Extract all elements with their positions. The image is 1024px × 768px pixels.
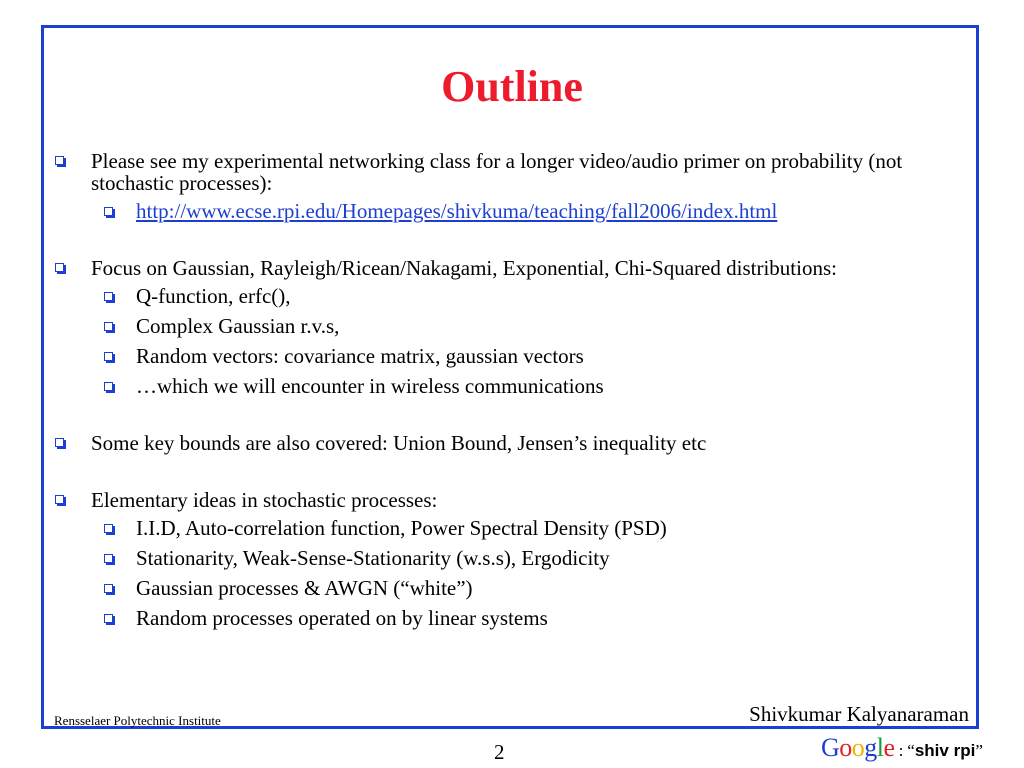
sub-bullet-text: Random vectors: covariance matrix, gaussian vectors	[136, 344, 584, 368]
bullet-item	[52, 489, 952, 511]
square-bullet-icon	[55, 495, 64, 504]
square-bullet-icon	[104, 614, 113, 623]
sub-bullet-text: Gaussian processes & AWGN (“white”)	[136, 576, 473, 600]
bullet-text: Focus on Gaussian, Rayleigh/Ricean/Nakagami, Exponential, Chi-Squared distributions:	[91, 256, 837, 280]
square-bullet-icon	[55, 263, 64, 272]
square-bullet-icon	[55, 156, 64, 165]
sub-bullet-text: …which we will encounter in wireless communications	[136, 374, 604, 398]
sub-bullet-item	[52, 517, 952, 539]
bullet-item	[52, 150, 952, 194]
sub-bullet-item	[52, 200, 952, 222]
course-link[interactable]: http://www.ecse.rpi.edu/Homepages/shivkuma/teaching/fall2006/index.html	[136, 199, 778, 223]
sub-bullet-text: I.I.D, Auto-correlation function, Power Spectral Density (PSD)	[136, 516, 667, 540]
bullet-text: Some key bounds are also covered: Union Bound, Jensen’s inequality etc	[91, 431, 707, 455]
page-number: 2	[494, 740, 505, 764]
slide-content	[52, 150, 952, 637]
bullet-text: Please see my experimental networking class for a longer video/audio primer on probability (not stochastic processes):	[91, 149, 903, 195]
footer-institute: Rensselaer Polytechnic Institute	[54, 713, 221, 728]
sub-bullet-item	[52, 315, 952, 337]
google-query-text: shiv rpi	[914, 741, 976, 760]
bullet-text: Elementary ideas in stochastic processes:	[91, 488, 438, 512]
sub-bullet-list	[52, 517, 952, 629]
square-bullet-icon	[104, 352, 113, 361]
sub-bullet-text: Random processes operated on by linear systems	[136, 606, 548, 630]
square-bullet-icon	[55, 438, 64, 447]
sub-bullet-text: Stationarity, Weak-Sense-Stationarity (w.s.s), Ergodicity	[136, 546, 610, 570]
sub-bullet-text: Complex Gaussian r.v.s,	[136, 314, 340, 338]
square-bullet-icon	[104, 524, 113, 533]
square-bullet-icon	[104, 207, 113, 216]
bullet-item	[52, 257, 952, 279]
square-bullet-icon	[104, 322, 113, 331]
bullet-item	[52, 432, 952, 454]
sub-bullet-item	[52, 285, 952, 307]
square-bullet-icon	[104, 584, 113, 593]
square-bullet-icon	[104, 554, 113, 563]
square-bullet-icon	[104, 382, 113, 391]
sub-bullet-list	[52, 200, 952, 222]
sub-bullet-text: Q-function, erfc(),	[136, 284, 291, 308]
google-query-open-quote: “	[907, 741, 915, 760]
sub-bullet-item	[52, 345, 952, 367]
footer-author: Shivkumar Kalyanaraman	[749, 702, 969, 726]
sub-bullet-item	[52, 547, 952, 569]
sub-bullet-item	[52, 607, 952, 629]
google-search-hint	[821, 735, 983, 764]
square-bullet-icon	[104, 292, 113, 301]
google-logo: Google	[821, 733, 895, 762]
google-query-close-quote: ”	[975, 741, 983, 760]
sub-bullet-item	[52, 577, 952, 599]
google-separator: :	[898, 741, 904, 760]
sub-bullet-list	[52, 285, 952, 397]
slide-title: Outline	[441, 62, 583, 111]
sub-bullet-item	[52, 375, 952, 397]
